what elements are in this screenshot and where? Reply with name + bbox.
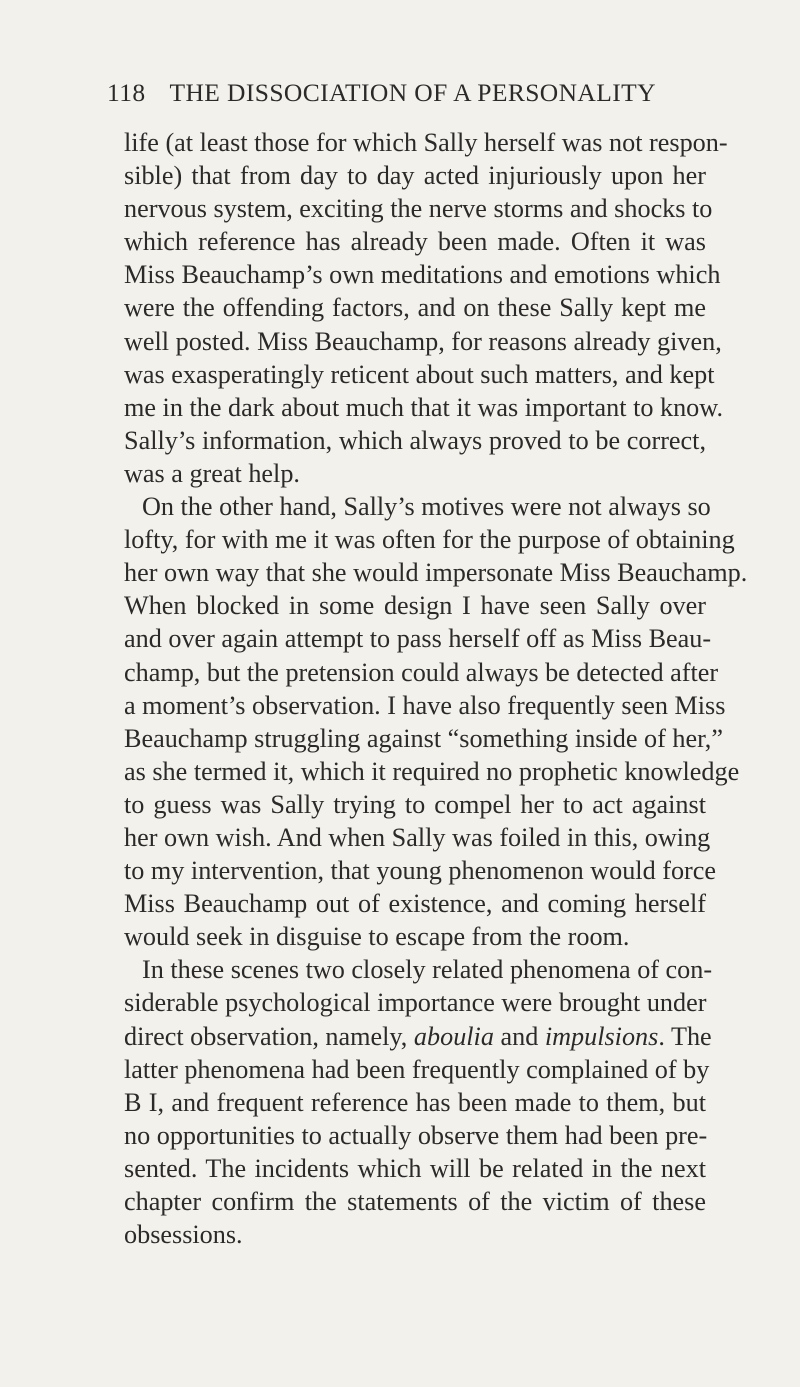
text-line: life (at least those for which Sally herself was not respon- bbox=[124, 128, 728, 157]
text-line: was exasperatingly reticent about such matters, and kept bbox=[124, 359, 715, 389]
text-line: In these scenes two closely related phenomena of con- bbox=[142, 955, 713, 985]
text-line: no opportunities to actually observe them had been pre- bbox=[124, 1120, 708, 1150]
text-line: siderable psychological importance were brought under bbox=[124, 988, 707, 1018]
paragraph-3 bbox=[124, 953, 713, 1251]
page-number: 118 bbox=[107, 78, 146, 107]
text-line: to my intervention, that young phenomenon would force bbox=[124, 856, 717, 886]
text-line: as she termed it, which it required no prophetic knowledge bbox=[124, 756, 740, 786]
text-line: When blocked in some design I have seen Sally over bbox=[124, 591, 706, 621]
italic-term-aboulia: aboulia bbox=[413, 1021, 494, 1051]
text-line: and over again attempt to pass herself off as Miss Beau- bbox=[124, 624, 712, 654]
text-line: chapter confirm the statements of the victim of these bbox=[124, 1187, 706, 1216]
text-line: her own wish. And when Sally was foiled in this, owing bbox=[124, 822, 711, 852]
paragraph-2 bbox=[124, 490, 748, 953]
text-line: obsessions. bbox=[124, 1220, 243, 1250]
line-punct: . bbox=[658, 1021, 665, 1051]
body-text bbox=[124, 126, 748, 1251]
text-line: sible) that from day to day acted injuriously upon her bbox=[124, 161, 706, 191]
text-line: which reference has already been made. Often it was bbox=[124, 227, 706, 257]
text-line: lofty, for with me it was often for the purpose of obtaining bbox=[124, 525, 735, 555]
text-line: Miss Beauchamp out of existence, and coming herself bbox=[124, 889, 706, 919]
text-line: Sally’s information, which always proved to be correct, bbox=[124, 425, 706, 455]
line-joiner: and bbox=[493, 1021, 545, 1051]
text-line: B I, and frequent reference has been made to them, but bbox=[124, 1087, 706, 1117]
text-line: a moment’s observation. I have also frequently seen Miss bbox=[124, 690, 726, 720]
text-line: Miss Beauchamp’s own meditations and emotions which bbox=[124, 260, 721, 290]
paragraph-1 bbox=[124, 126, 728, 490]
text-line: would seek in disguise to escape from the room. bbox=[124, 922, 630, 952]
book-page bbox=[104, 78, 748, 1251]
text-line: Beauchamp struggling against “something inside of her,” bbox=[124, 723, 723, 753]
text-line: latter phenomena had been frequently complained of by bbox=[124, 1054, 710, 1084]
text-line: champ, but the pretension could always be detected after bbox=[124, 657, 719, 687]
text-line: were the offending factors, and on these Sally kept me bbox=[124, 293, 706, 323]
line-start: direct observation, namely, bbox=[124, 1021, 414, 1051]
text-line: was a great help. bbox=[124, 458, 300, 488]
text-line: nervous system, exciting the nerve storms and shocks to bbox=[124, 194, 713, 224]
text-line: sented. The incidents which will be related in the next bbox=[124, 1153, 706, 1183]
text-line: her own way that she would impersonate Miss Beauchamp. bbox=[124, 558, 748, 588]
text-line: to guess was Sally trying to compel her to act against bbox=[124, 789, 706, 819]
italic-term-impulsions: impulsions bbox=[544, 1021, 659, 1051]
line-end: The bbox=[670, 1021, 712, 1051]
text-line: well posted. Miss Beauchamp, for reasons already given, bbox=[124, 326, 722, 356]
text-line: me in the dark about much that it was important to know. bbox=[124, 392, 724, 422]
text-line: On the other hand, Sally’s motives were not always so bbox=[142, 492, 711, 522]
page-header bbox=[107, 78, 706, 108]
text-line-with-italics bbox=[124, 1020, 712, 1053]
running-head: THE DISSOCIATION OF A PERSONALITY bbox=[169, 78, 656, 107]
